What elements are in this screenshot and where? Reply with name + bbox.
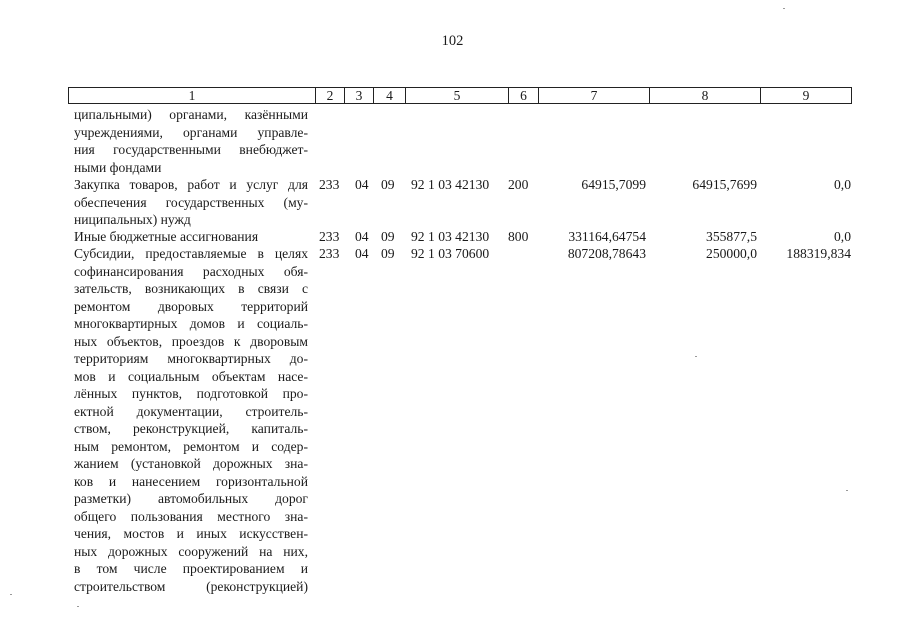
cell-col-3: 04 [355,246,369,261]
description-line: ектной документации, строитель- [74,403,308,419]
header-col-9: 9 [760,87,852,104]
description-line: чения, мостов и иных искусствен- [74,526,308,541]
cell-col-8: 355877,5 [706,229,757,244]
description-line: общего пользования местного зна- [74,508,308,524]
cell-col-8: 250000,0 [706,246,757,261]
cell-col-4: 09 [381,229,395,244]
header-col-8: 8 [649,87,761,104]
description-line: разметки) автомобильных дорог [74,491,308,506]
description-line: многоквартирных домов и социаль- [74,316,308,331]
cell-col-7: 807208,78643 [567,246,646,261]
table-header [68,87,852,104]
description-line: жанием (установкой дорожных зна- [74,456,308,471]
description-line: лённых пунктов, подготовкой про- [74,386,308,401]
description-line: ниципальных) нужд [74,212,191,227]
cell-col-9: 188319,834 [786,246,851,261]
cell-col-7: 331164,64754 [568,229,646,244]
header-col-5: 5 [405,87,509,104]
description-line: строительством (реконструкцией) [74,578,308,594]
scan-speck [783,8,785,9]
description-line: Закупка товаров, работ и услуг для [74,177,308,192]
description-line: ных объектов, проездов к дворовым [74,333,308,349]
description-line: ством, реконструкцией, капиталь- [74,421,308,436]
table-row-description [74,245,308,595]
cell-col-7: 64915,7099 [581,177,646,192]
scan-speck [77,606,79,607]
description-line: обеспечения государственных (му- [74,194,308,210]
page-number: 102 [441,33,464,49]
description-line: Иные бюджетные ассигнования [74,229,259,244]
cell-col-3: 04 [355,229,369,244]
cell-col-5: 92 1 03 42130 [411,229,490,244]
description-line: ными фондами [74,159,162,175]
description-line: зательств, возникающих в связи с [74,281,308,296]
cell-col-6: 800 [508,229,529,244]
header-col-2: 2 [315,87,345,104]
cell-col-2: 233 [319,246,340,261]
table-row-description [74,228,308,246]
scan-speck [10,594,12,595]
scan-speck [846,490,848,491]
description-line: Субсидии, предоставляемые в целях [74,246,308,261]
cell-col-5: 92 1 03 42130 [411,177,490,192]
description-line: ципальными) органами, казёнными [74,107,308,122]
table-row-description [74,106,308,176]
cell-col-6: 200 [508,177,529,192]
header-col-3: 3 [344,87,374,104]
description-line: в том числе проектированием и [74,561,308,576]
scan-speck [695,356,697,357]
cell-col-2: 233 [319,177,340,192]
cell-col-9: 0,0 [834,177,851,192]
description-line: территориям многоквартирных до- [74,351,308,366]
header-col-1: 1 [68,87,316,104]
description-line: ремонтом дворовых территорий [74,298,308,314]
cell-col-8: 64915,7699 [692,177,757,192]
cell-col-4: 09 [381,246,395,261]
header-col-6: 6 [508,87,539,104]
header-col-7: 7 [538,87,650,104]
cell-col-9: 0,0 [834,229,851,244]
cell-col-4: 09 [381,177,395,192]
cell-col-5: 92 1 03 70600 [411,246,490,261]
description-line: ным ремонтом, ремонтом и содер- [74,438,308,454]
description-line: ния государственными внебюджет- [74,142,308,157]
cell-col-2: 233 [319,229,340,244]
description-line: ков и нанесением горизонтальной [74,473,308,489]
description-line: ных дорожных сооружений на них, [74,543,308,559]
description-line: учреждениями, органами управле- [74,124,308,140]
description-line: мов и социальным объектам насе- [74,368,308,384]
table-row-description [74,176,308,229]
header-col-4: 4 [373,87,406,104]
cell-col-3: 04 [355,177,369,192]
description-line: софинансирования расходных обя- [74,263,308,279]
